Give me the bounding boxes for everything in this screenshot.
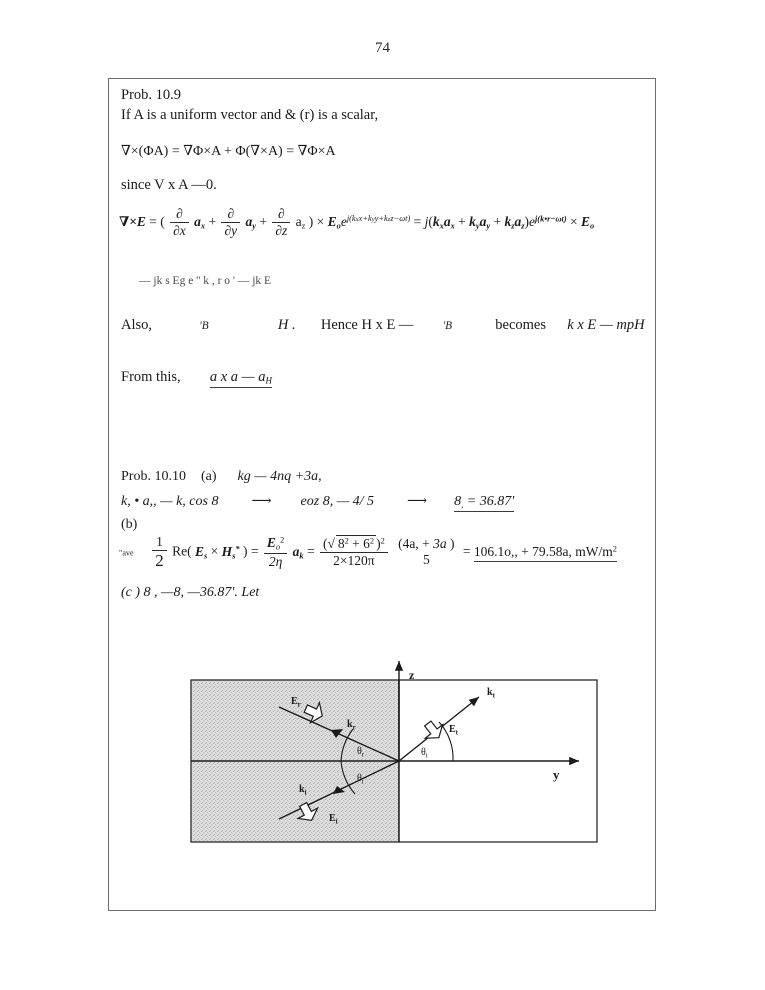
- incident-reflected-transmitted-diagram: [181, 639, 601, 859]
- prob-10-10-heading: Prob. 10.10: [121, 469, 186, 484]
- label-et: $E_t$: [449, 724, 459, 737]
- exp-phase-2: j(k•r−ωt): [534, 214, 567, 224]
- hence-label: Hence H x E —: [320, 317, 414, 333]
- sqrt-numerator: (√ $8^2 + 6^2$ )$^2$: [320, 537, 388, 553]
- from-this-expression: a x a — $a_H$: [210, 369, 272, 388]
- e-s-vector: $E_s$: [194, 543, 208, 560]
- page-number: 74: [375, 40, 390, 56]
- faint-intermediate-line: — jk s Eg e '' k , r o ' — jk E: [139, 275, 272, 287]
- re-close: ): [242, 543, 248, 559]
- from-this-label: From this,: [121, 369, 181, 385]
- e-naught-2: $E_o$: [581, 213, 595, 231]
- unit-vector-az: $a_z$: [295, 213, 306, 231]
- label-ei: $E_i$: [329, 813, 338, 826]
- close-paren-2: ): [524, 213, 529, 229]
- prob-10-9-heading: Prob. 10.9: [121, 87, 182, 103]
- curl-e-equation: [119, 207, 594, 238]
- plus-2: +: [259, 213, 271, 229]
- becomes-label: becomes: [495, 317, 547, 333]
- poynting-average-equation: [119, 535, 617, 570]
- b-field-term-2: 'B: [442, 320, 453, 332]
- eo-squared-over-2eta: $\frac{E_o^2}{2\eta}$: [264, 536, 287, 569]
- from-this-line: [121, 369, 272, 386]
- label-theta-r: $\theta_r$: [357, 746, 365, 759]
- also-hence-line: [121, 317, 645, 334]
- re-open: Re(: [172, 543, 192, 559]
- cross-symbol: ×: [210, 543, 219, 559]
- label-theta-i: $\theta_i$: [357, 773, 364, 786]
- since-line: since V x A —0.: [121, 177, 217, 193]
- kx-ax: $k_xa_x$: [432, 213, 455, 231]
- k-dot-a-expression: k, • a,, — k, cos 8: [121, 494, 219, 509]
- curl-identity-equation: [121, 143, 336, 160]
- unit-vector-ax: $a_x$: [194, 213, 206, 231]
- label-er: $E_r$: [291, 696, 301, 709]
- exp-base-2: e: [528, 213, 535, 229]
- a-k-unit-vector: $a_k$: [292, 543, 304, 560]
- equals-sign-1: = (: [149, 213, 165, 229]
- poynting-result: 106.1o,, + 79.58a, $mW/m^2$: [474, 544, 617, 562]
- one-half-fraction: $\frac{1}{2}$: [152, 535, 166, 570]
- axis-y-label: y: [553, 767, 560, 782]
- equals-b1: =: [250, 543, 259, 559]
- label-theta-t: $\theta_t$: [421, 747, 428, 760]
- part-c-text: (c ) 8 , —8, —36.87'. Let: [121, 585, 260, 600]
- exp-phase-1: j(kxx+kyy+kzz−ωt): [346, 214, 411, 224]
- partial-dy-fraction: $\frac{\partial}{\partial y}$: [221, 207, 240, 238]
- becomes-expression: k x E — mpH: [567, 317, 645, 333]
- part-c-line: [121, 585, 259, 601]
- label-kt: $k_t$: [487, 687, 495, 700]
- part-a-label: (a): [200, 469, 217, 484]
- k-dot-a-line: [121, 493, 514, 510]
- nabla-cross-e: ∇×E: [119, 213, 146, 229]
- open-paren-2: (: [428, 213, 433, 229]
- partial-dz-fraction: $\frac{\partial}{\partial z}$: [272, 207, 290, 238]
- equals-sign-2: =: [413, 213, 425, 229]
- h-s-conjugate: $H_s^*$: [221, 543, 240, 560]
- unit-vector-ay: $a_y$: [245, 213, 256, 231]
- close-paren-cross: ) ×: [308, 213, 325, 229]
- cross-2: ×: [570, 213, 582, 229]
- h-field-term: H .: [277, 317, 296, 333]
- kz-az: $k_za_z$: [504, 213, 525, 231]
- axis-z-label: z: [409, 668, 415, 682]
- equals-b2: =: [306, 543, 315, 559]
- also-label: Also,: [121, 317, 153, 333]
- curl-identity-text: ∇×(ΦA) = ∇Φ×A + Φ(∇×A) = ∇Φ×A: [121, 144, 336, 159]
- part-a-expression: kg — 4nq +3a,: [237, 469, 322, 484]
- theta-i-result: $8_, = 36.87'$: [454, 494, 514, 512]
- label-kr: $k_r$: [347, 719, 356, 732]
- plus-3: +: [458, 213, 470, 229]
- p-ave-prefix: "ave: [119, 548, 134, 558]
- prob-10-9-intro: If A is a uniform vector and & (r) is a scalar,: [121, 107, 379, 123]
- partial-dx-fraction: $\frac{\partial}{\partial x}$: [170, 207, 189, 238]
- cos-theta-value: eoz 8, — 4/ 5: [300, 494, 375, 509]
- ky-ay: $k_ya_y$: [469, 213, 491, 231]
- b-field-term-1: 'B: [199, 320, 209, 332]
- four-a-fraction: (4a, + 3a ) 5: [398, 536, 455, 568]
- equals-b3: =: [462, 543, 471, 559]
- part-b-label: (b): [121, 517, 138, 532]
- content-frame: [108, 78, 656, 911]
- sqrt-fraction: $\frac{(√ 8^2 + 6^2 )^2}{2\times 120\pi}$: [320, 537, 388, 568]
- arrow-1-icon: ⟶: [251, 494, 270, 509]
- prob-10-10-heading-line: [121, 469, 322, 485]
- e-naught: $E_o$: [327, 213, 341, 231]
- arrow-2-icon: ⟶: [407, 494, 426, 509]
- plus-4: +: [493, 213, 505, 229]
- exp-base-1: e: [340, 213, 347, 229]
- j-factor: j: [424, 213, 429, 229]
- label-ki: $k_i$: [299, 784, 307, 797]
- plus-1: +: [208, 213, 220, 229]
- radical-sign-icon: √: [327, 535, 335, 551]
